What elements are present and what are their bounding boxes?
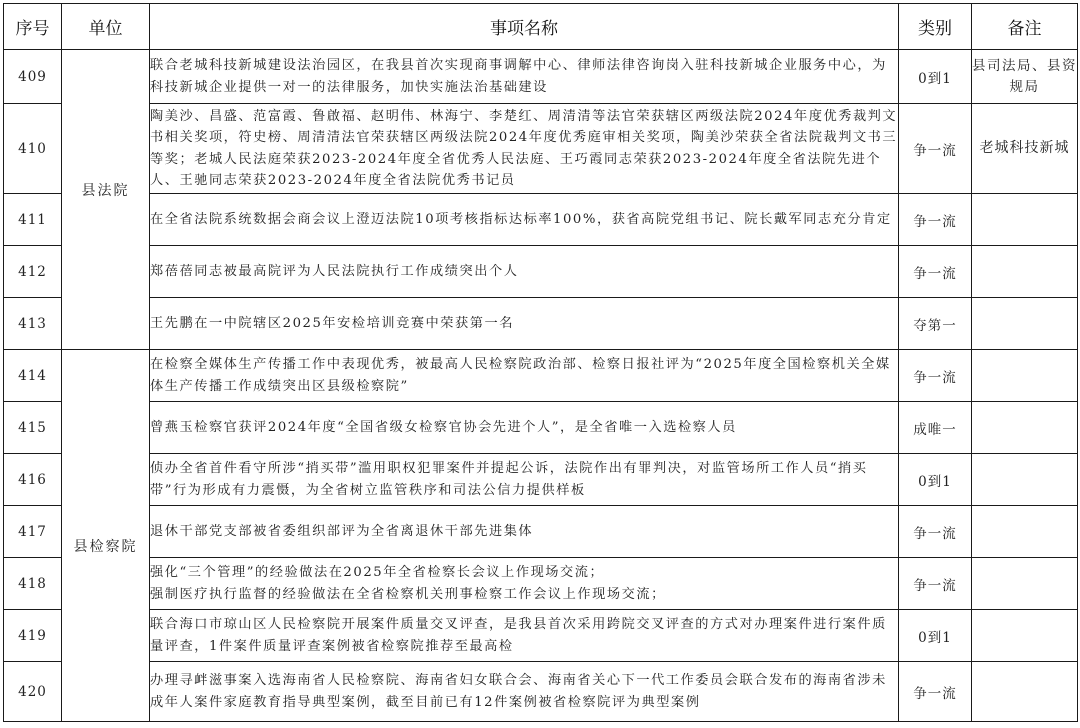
cell-note bbox=[972, 402, 1078, 454]
cell-unit-county-procuratorate bbox=[62, 350, 150, 722]
cell-category: 争一流 bbox=[899, 194, 972, 246]
header-unit: 单位 bbox=[62, 4, 150, 50]
table-row bbox=[4, 246, 1078, 298]
cell-seq: 411 bbox=[4, 194, 62, 246]
cell-category: 争一流 bbox=[899, 350, 972, 402]
table-row bbox=[4, 506, 1078, 558]
cell-seq: 415 bbox=[4, 402, 62, 454]
header-note: 备注 bbox=[972, 4, 1078, 50]
cell-seq: 414 bbox=[4, 350, 62, 402]
cell-item: 联合海口市琼山区人民检察院开展案件质量交叉评查，是我县首次采用跨院交叉评查的方式对办理案件进行案件质量评查，1件案件质量评查案例被省检察院推荐至最高检 bbox=[150, 610, 899, 662]
cell-item: 郑蓓蓓同志被最高院评为人民法院执行工作成绩突出个人 bbox=[150, 246, 899, 298]
cell-seq: 419 bbox=[4, 610, 62, 662]
cell-category: 争一流 bbox=[899, 506, 972, 558]
cell-item: 曾燕玉检察官获评2024年度“全国省级女检察官协会先进个人”，是全省唯一入选检察人员 bbox=[150, 402, 899, 454]
cell-seq: 413 bbox=[4, 298, 62, 350]
cell-note: 县司法局、县资规局 bbox=[972, 50, 1078, 104]
table-row bbox=[4, 610, 1078, 662]
header-category: 类别 bbox=[899, 4, 972, 50]
table-row bbox=[4, 402, 1078, 454]
cell-unit-county-court bbox=[62, 50, 150, 350]
cell-category: 成唯一 bbox=[899, 402, 972, 454]
cell-category: 争一流 bbox=[899, 558, 972, 610]
unit-label: 县检察院 bbox=[73, 538, 138, 555]
cell-item: 办理寻衅滋事案入选海南省人民检察院、海南省妇女联合会、海南省关心下一代工作委员会联合发布的海南省涉未成年人案件家庭教育指导典型案例，截至目前已有12件案例被省检察院评为典型案例 bbox=[150, 662, 899, 722]
cell-item bbox=[150, 558, 899, 610]
cell-seq: 420 bbox=[4, 662, 62, 722]
header-item: 事项名称 bbox=[150, 4, 899, 50]
table-row bbox=[4, 662, 1078, 722]
cell-seq: 416 bbox=[4, 454, 62, 506]
cell-item: 退休干部党支部被省委组织部评为全省离退休干部先进集体 bbox=[150, 506, 899, 558]
cell-note bbox=[972, 194, 1078, 246]
cell-category: 争一流 bbox=[899, 104, 972, 194]
cell-category: 争一流 bbox=[899, 662, 972, 722]
cell-seq: 412 bbox=[4, 246, 62, 298]
table-row bbox=[4, 104, 1078, 194]
cell-item: 王先鹏在一中院辖区2025年安检培训竞赛中荣获第一名 bbox=[150, 298, 899, 350]
cell-seq: 409 bbox=[4, 50, 62, 104]
table-row bbox=[4, 298, 1078, 350]
table-row bbox=[4, 194, 1078, 246]
cell-seq: 418 bbox=[4, 558, 62, 610]
cell-category: 0到1 bbox=[899, 454, 972, 506]
cell-item: 陶美沙、昌盛、范富霞、鲁啟福、赵明伟、林海宁、李楚红、周清清等法官荣获辖区两级法院2024年度优秀裁判文书相关奖项，符史榜、周清清法官荣获辖区两级法院2024年度优秀庭审相关奖项，陶美沙荣获全省法院裁判文书三等奖；老城人民法庭荣获2023-2024年度全省优秀人民法庭、王巧霞同志荣获2023-2024年度全省法院先进个人、王驰同志荣获2023-2024年度全省法院优秀书记员 bbox=[150, 104, 899, 194]
cell-note bbox=[972, 298, 1078, 350]
table-row bbox=[4, 350, 1078, 402]
item-line: 强制医疗执行监督的经验做法在全省检察机关刑事检察工作会议上作现场交流； bbox=[150, 586, 666, 602]
cell-note bbox=[972, 506, 1078, 558]
cell-seq: 417 bbox=[4, 506, 62, 558]
cell-note bbox=[972, 454, 1078, 506]
cell-note bbox=[972, 610, 1078, 662]
cell-item: 在检察全媒体生产传播工作中表现优秀，被最高人民检察院政治部、检察日报社评为“2025年度全国检察机关全媒体生产传播工作成绩突出区县级检察院” bbox=[150, 350, 899, 402]
cell-category: 争一流 bbox=[899, 246, 972, 298]
header-seq: 序号 bbox=[4, 4, 62, 50]
cell-note bbox=[972, 350, 1078, 402]
cell-category: 0到1 bbox=[899, 50, 972, 104]
cell-category: 0到1 bbox=[899, 610, 972, 662]
table-row bbox=[4, 50, 1078, 104]
table-row bbox=[4, 454, 1078, 506]
cell-item: 联合老城科技新城建设法治园区，在我县首次实现商事调解中心、律师法律咨询岗入驻科技新城企业服务中心，为科技新城企业提供一对一的法律服务，加快实施法治基础建设 bbox=[150, 50, 899, 104]
cell-seq: 410 bbox=[4, 104, 62, 194]
table-row bbox=[4, 558, 1078, 610]
cell-note bbox=[972, 558, 1078, 610]
cell-item: 在全省法院系统数据会商会议上澄迈法院10项考核指标达标率100%，获省高院党组书记、院长戴军同志充分肯定 bbox=[150, 194, 899, 246]
cell-category: 夺第一 bbox=[899, 298, 972, 350]
cell-note bbox=[972, 246, 1078, 298]
cell-item: 侦办全省首件看守所涉“捎买带”滥用职权犯罪案件并提起公诉，法院作出有罪判决，对监管场所工作人员“捎买带”行为形成有力震慑，为全省树立监管秩序和司法公信力提供样板 bbox=[150, 454, 899, 506]
item-line: 强化“三个管理”的经验做法在2025年全省检察长会议上作现场交流； bbox=[150, 565, 605, 580]
cell-note: 老城科技新城 bbox=[972, 104, 1078, 194]
achievements-table bbox=[3, 3, 1078, 722]
table-header-row bbox=[4, 4, 1078, 50]
cell-note bbox=[972, 662, 1078, 722]
unit-label: 县法院 bbox=[81, 183, 130, 199]
